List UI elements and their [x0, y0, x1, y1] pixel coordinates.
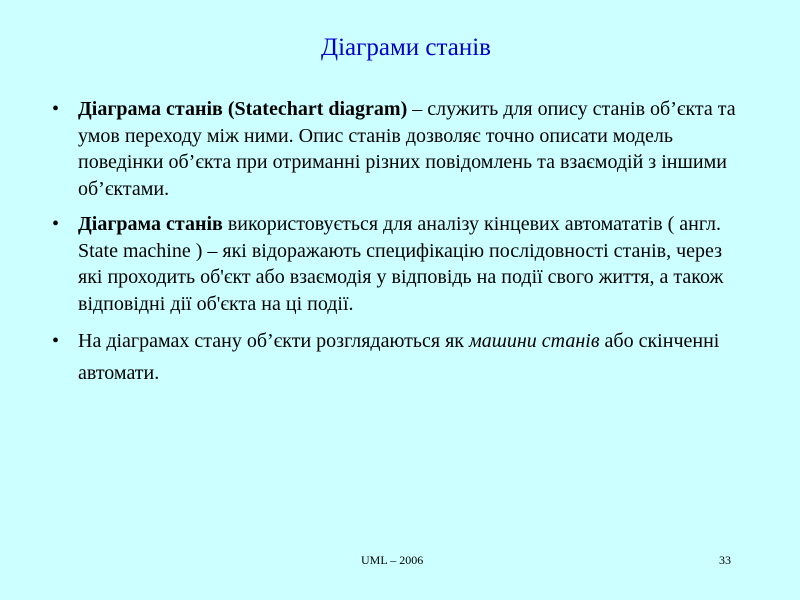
page-number: 33	[719, 553, 731, 567]
bullet-item	[44, 326, 744, 389]
bullet-marker: •	[52, 213, 60, 235]
bullet-list	[44, 96, 744, 389]
bullet-text: На діаграмах стану об’єкти розглядаються як	[78, 330, 470, 352]
bullet-text: – служить для опису станів об’єкта та умов переходу між ними. Опис станів дозволяє точно описати модель поведінки об’єкта при отриманні різних повідомлень та взаємодій з іншими об’єктами.	[78, 98, 736, 200]
bullet-item	[44, 211, 744, 317]
bullet-text: або скінченні автомати.	[78, 330, 720, 384]
bullet-term: Діаграма станів	[78, 213, 223, 235]
bullet-emphasis: машини станів	[469, 330, 600, 352]
bullet-item	[44, 96, 744, 202]
bullet-text: використовується для аналізу кінцевих автомататів ( англ. State machine ) – які відоражають специфікацію послідовності станів, через які проходить об'єкт або взаємодія у відповідь на події свого життя, а також відповідні дії об'єкта на ці події.	[78, 213, 724, 315]
bullet-term: Діаграма станів (Statechart diagram)	[78, 98, 408, 120]
bullet-marker: •	[52, 330, 60, 352]
footer-text: UML – 2006	[361, 553, 424, 567]
bullet-marker: •	[52, 98, 60, 120]
slide-title: Діаграми станів	[321, 34, 491, 61]
